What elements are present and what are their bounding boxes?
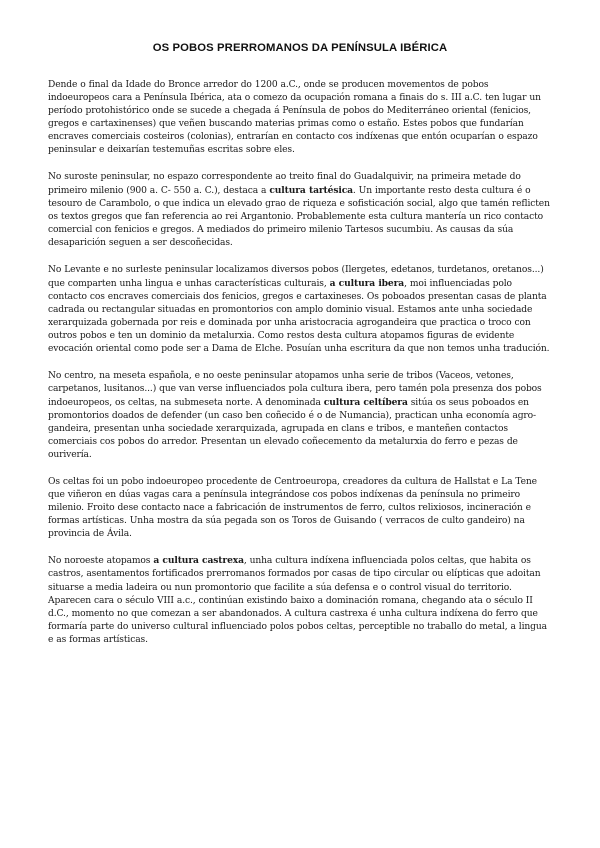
paragraph-text: , moi influenciadas polo contacto cos encraves comerciais dos fenicios, gregos e cartaxineses. Os poboados presentan casas de planta cadrada ou rectangular situadas en promontorios con amplo dominio visual. Estamos ante unha sociedade xerarquizada gobernada por reis e dominada por unha aristocracia agrogandeira que practica o troco con outros pobos e ten un dominio da metalurxia. Como restos desta cultura atopamos figuras de evidente evocación oriental como pode ser a Dama de Elche. Posuían unha escritura da que non temos unha tradución. [48,278,550,355]
highlight-term: cultura tartésica [269,184,353,196]
paragraph-text: sitúa os seus poboados en promontorios doados de defender (un caso ben coñecido é o de Numancia), practican unha economía agro-gandeira, presentan unha sociedade xerarquizada, agrupada en clans e tribos, e manteñen contactos comerciais cos pobos do arredor. Presentan un elevado coñecemento da metalurxia do ferro e pezas de ourivería. [48,397,537,460]
paragraph-text: No noroeste atopamos [48,556,154,567]
highlight-term: cultura celtíbera [323,396,408,408]
paragraph-text: . Un importante resto desta cultura é o tesouro de Carambolo, o que indica un elevado grao de riqueza e sofisticación social, algo que tamén reflicten os textos gregos que fan referencia ao rei Argantonio. Probablemente esta cultura mantería un rico contacto comercial con fenicios e gregos. A mediados do primeiro milenio Tartesos sucumbiu. As causas da súa desaparición seguen a ser descoñecidas. [48,185,550,249]
paragraph-text: No centro, na meseta española, e no oeste peninsular atopamos unha serie de tribos (Vaceos, vetones, carpetanos, lusitanos...) que van verse influenciados pola cultura ibera, pero tamén pola presenza dos pobos indoeuropeos, os celtas, na submeseta norte. A denominada [48,370,542,408]
highlight-term: a cultura castrexa [153,555,244,567]
paragraph-iberian [48,264,552,356]
paragraph-text: Dende o final da Idade do Bronce arredor do 1200 a.C., onde se producen movementos de pobos indoeuropeos cara a Península Ibérica, ata o comezo da ocupación romana a finais do s. III a.C. ten lugar un período protohistórico onde se sucede a chegada á Península de pobos do Mediterráneo oriental (fenicios, gregos e cartaxinenses) que veñen buscando materias primas como o estaño. Estes pobos que fundarían encraves comerciais costeiros (colonias), entrarían en contacto cos indíxenas que entón ocuparían o espazo peninsular e deixarían testemuñas escritas sobre eles. [48,80,541,156]
page-title: OS POBOS PRERROMANOS DA PENÍNSULA IBÉRICA [152,42,448,54]
paragraph-tartessos [48,171,552,250]
paragraph-intro [48,79,552,157]
paragraph-text: No suroste peninsular, no espazo correspondente ao treito final do Guadalquivir, na primeira metade do primeiro milenio (900 a. C- 550 a. C.), destaca a [48,171,521,196]
paragraph-text: No Levante e no surleste peninsular localizamos diversos pobos (Ilergetes, edetanos, turdetanos, oretanos...) que comparten unha lingua e unhas características culturais, [48,264,544,289]
highlight-term: a cultura ibera [329,277,405,289]
paragraph-text: Os celtas foi un pobo indoeuropeo procedente de Centroeuropa, creadores da cultura de Hallstat e La Tene que viñeron en dúas vagas cara a península integrándose cos pobos indíxenas da península no primeiro milenio. Froito dese contacto nace a fabricación de instrumentos de ferro, cultos relixiosos, incineración e formas artísticas. Unha mostra da súa pegada son os Toros de Guisando ( verracos de culto gandeiro) na provincia de Ávila. [48,476,537,539]
paragraph-castro [48,554,552,646]
paragraph-celts [48,476,552,541]
paragraph-celtiberian [48,370,552,462]
paragraph-text: , unha cultura indíxena influenciada polos celtas, que habita os castros, asentamentos fortificados prerromanos formados por casas de tipo circular ou elípticas que adoitan situarse a media ladeira ou nun promontorio que facilite a súa defensa e o control visual do territorio. Aparecen cara o século VIII a.c., continúan existindo baixo a dominación romana, chegando ata o século II d.C., momento no que comezan a ser abandonados. A cultura castrexa é unha cultura indíxena do ferro que formaría parte do universo cultural influenciado polos pobos celtas, perceptible no traballo do metal, a lingua e as formas artísticas. [48,556,547,645]
